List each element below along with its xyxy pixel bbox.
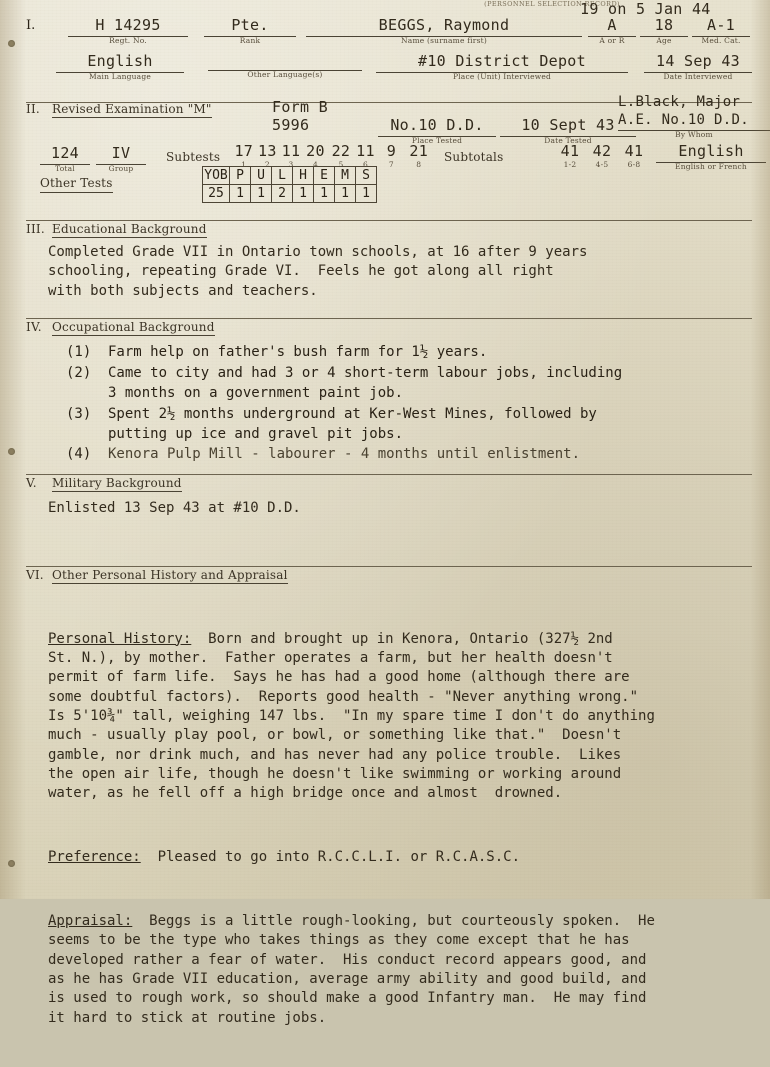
med-cat-label: Med. Cat.: [701, 35, 741, 45]
date-tested-value: 10 Sept 43: [500, 116, 636, 137]
field-language-result: [656, 142, 766, 171]
a-or-r-label: A or R: [599, 35, 625, 45]
grid-value-m: 1: [335, 185, 356, 203]
field-a-or-r: [588, 16, 636, 45]
appraisal-label: Appraisal:: [48, 913, 133, 929]
occ-num-4: (4): [66, 446, 92, 463]
appraisal-text: Beggs is a little rough-looking, but courteously spoken. He seems to be the type who takes things as they come except that he has developed rather a fear of water. His conduct record appears good, and as he has Grade VII education, average army ability and good build, and is used to rough work, so should make a good Infantry man. He may find it hard to stick at routine jobs.: [48, 913, 655, 1026]
top-note: (PERSONNEL SELECTION RECORD): [484, 0, 620, 8]
grid-header-e: E: [314, 167, 335, 185]
subtests-label: Subtests: [166, 150, 221, 164]
other-tests-label: Other Tests: [40, 176, 113, 193]
field-group: [96, 144, 146, 173]
section-6-title: Other Personal History and Appraisal: [52, 568, 288, 582]
section-6-body: [48, 591, 752, 1067]
name-label: Name (surname first): [401, 35, 487, 45]
grid-header-yob: YOB: [204, 168, 228, 183]
place-tested-value: No.10 D.D.: [378, 116, 496, 137]
subtest-6: 11 6: [356, 142, 375, 169]
regt-no-label: Regt. No.: [109, 35, 147, 45]
age-value: 18: [640, 16, 688, 37]
grid-header-s: S: [356, 167, 377, 185]
grid-value-l: 2: [272, 185, 293, 203]
main-language-value: English: [56, 52, 184, 73]
section-2-title: Revised Examination "M": [52, 102, 212, 116]
date-top-value: 19 on 5 Jan 44: [580, 0, 711, 18]
list-item: [66, 343, 752, 363]
field-regt-no: [68, 16, 188, 45]
other-languages-value: [208, 52, 362, 71]
subtotal-3: 41 6-8: [624, 142, 644, 169]
place-interviewed-value: #10 District Depot: [376, 52, 628, 73]
by-whom-label: By Whom: [675, 130, 713, 139]
section-3-text: Completed Grade VII in Ontario town schools, at 16 after 9 years schooling, repeating Grade VI. Feels he got along all right with both subjects and teachers.: [48, 244, 588, 299]
paragraph-appraisal: [48, 912, 752, 1028]
form-number: 5996: [272, 116, 310, 134]
grid-value-p: 1: [230, 185, 251, 203]
subtotal-1: 41 1-2: [560, 142, 580, 169]
age-label: Age: [656, 35, 672, 45]
subtest-1: 17 1: [234, 142, 254, 169]
main-language-label: Main Language: [89, 71, 151, 81]
section-3-heading: [26, 222, 752, 237]
subtest-8: 21 8: [409, 142, 429, 169]
section-4-occupational-background: [26, 320, 752, 466]
group-value: IV: [96, 144, 146, 165]
subtest-4: 20 4: [306, 142, 325, 169]
section-1-roman: I.: [26, 18, 36, 33]
list-item: [66, 405, 752, 445]
occ-text-4: Kenora Pulp Mill - labourer - 4 months until enlistment.: [108, 446, 581, 463]
section-6-heading: [26, 568, 752, 583]
other-languages-label: Other Language(s): [247, 70, 323, 79]
section-6-other-personal-history: [26, 568, 752, 1067]
grid-header-h: H: [293, 167, 314, 185]
section-5-text: Enlisted 13 Sep 43 at #10 D.D.: [48, 500, 301, 516]
field-by-whom: [618, 94, 770, 139]
total-label: Total: [55, 163, 75, 173]
place-interviewed-label: Place (Unit) Interviewed: [452, 71, 552, 81]
punch-hole-middle: [8, 448, 15, 455]
field-place-tested: [378, 116, 496, 145]
date-interviewed-value: 14 Sep 43: [644, 52, 752, 73]
section-4-roman: IV.: [26, 320, 42, 334]
occ-text-1: Farm help on father's bush farm for 1½ years.: [108, 344, 488, 360]
field-other-languages: [208, 52, 362, 79]
date-interviewed-label: Date Interviewed: [663, 71, 733, 81]
field-main-language: [56, 52, 184, 81]
subtotals-label: Subtotals: [444, 150, 504, 164]
grid-header-p: P: [230, 167, 251, 185]
subtest-3: 11 3: [281, 142, 301, 169]
field-date-top: [580, 0, 711, 19]
personal-history-text: Born and brought up in Kenora, Ontario (327½ 2nd St. N.), by mother. Father operates a farm, but her health doesn't permit of farm life. Says he has had a good home (although there are some doubtful factors). Reports good health - "Never anything wrong." Is 5'10¾" tall, weighing 147 lbs. "In my spare time I don't do anything much - usually play pool, or bowl, or something like that." Doesn't gamble, nor drink much, and has never had any police trouble. Likes the open air life, though he doesn't like swimming or working around water, as he fell off a high bridge once and almost drowned.: [48, 630, 655, 802]
field-date-interviewed: [644, 52, 752, 81]
score-grid-header-row: [203, 167, 377, 185]
punch-hole-top: [8, 40, 15, 47]
field-date-tested: [500, 116, 636, 145]
grid-header-l: L: [272, 167, 293, 185]
score-grid-value-row: [203, 185, 377, 203]
grid-value-h: 1: [293, 185, 314, 203]
paragraph-personal-history: [48, 630, 752, 804]
preference-label: Preference:: [48, 849, 141, 866]
list-item: [66, 364, 752, 404]
regt-no-value: H 14295: [68, 16, 188, 37]
group-label: Group: [108, 163, 134, 173]
preference-text: Pleased to go into R.C.C.L.I. or R.C.A.S.C.: [140, 849, 521, 866]
paragraph-preference: [48, 848, 752, 867]
name-value: BEGGS, Raymond: [306, 16, 582, 37]
punch-hole-bottom: [8, 860, 15, 867]
section-4-title: Occupational Background: [52, 320, 215, 334]
language-result-value: English: [656, 142, 766, 163]
subtest-5: 22 5: [331, 142, 351, 169]
form-name: Form B: [272, 98, 328, 116]
grid-value-u: 1: [251, 185, 272, 203]
grid-value-yob: 25: [203, 185, 230, 203]
section-3-roman: III.: [26, 222, 45, 236]
field-place-interviewed: [376, 52, 628, 81]
language-result-label: English or French: [675, 161, 747, 171]
occ-num-1: (1): [66, 344, 92, 360]
section-2-revised-examination: [26, 94, 752, 210]
subtest-7: 9 7: [386, 142, 397, 169]
section-3-educational-background: [26, 222, 752, 301]
section-6-roman: VI.: [26, 568, 44, 582]
grid-value-s: 1: [356, 185, 377, 203]
a-or-r-value: A: [588, 16, 636, 37]
section-2-roman: II.: [26, 102, 40, 116]
place-tested-label: Place Tested: [411, 135, 463, 145]
field-rank: [204, 16, 296, 45]
subtests-values: [232, 142, 432, 169]
field-med-cat: [692, 16, 750, 45]
subtest-2: 13 2: [258, 142, 277, 169]
subtotals-values: [554, 142, 650, 169]
section-5-military-background: [26, 476, 752, 518]
list-item: [66, 445, 752, 465]
section-5-roman: V.: [26, 476, 37, 490]
med-cat-value: A-1: [692, 16, 750, 37]
grid-value-e: 1: [314, 185, 335, 203]
field-name: [306, 16, 582, 45]
score-grid: [202, 166, 377, 203]
occ-num-3: (3): [66, 405, 92, 422]
rank-label: Rank: [239, 35, 261, 45]
total-value: 124: [40, 144, 90, 165]
field-age: [640, 16, 688, 45]
section-5-heading: [26, 476, 752, 491]
section-3-title: Educational Background: [52, 222, 207, 236]
grid-header-m: M: [335, 167, 356, 185]
personal-history-label: Personal History:: [48, 630, 192, 647]
occ-num-2: (2): [66, 364, 92, 381]
section-2-heading: [26, 102, 212, 117]
occ-text-2: Came to city and had 3 or 4 short-term labour jobs, including 3 months on a government paint job.: [108, 364, 623, 401]
rank-value: Pte.: [204, 16, 296, 37]
section-5-title: Military Background: [52, 476, 182, 490]
occupation-list: [66, 343, 752, 465]
subtotal-2: 42 4-5: [592, 142, 612, 169]
by-whom-value: L.Black, Major A.E. No.10 D.D.: [618, 94, 770, 131]
occ-text-3: Spent 2½ months underground at Ker-West Mines, followed by putting up ice and gravel pit jobs.: [108, 405, 597, 442]
date-tested-label: Date Tested: [544, 135, 592, 145]
section-4-heading: [26, 320, 752, 335]
field-total: [40, 144, 90, 173]
grid-header-u: U: [251, 167, 272, 185]
